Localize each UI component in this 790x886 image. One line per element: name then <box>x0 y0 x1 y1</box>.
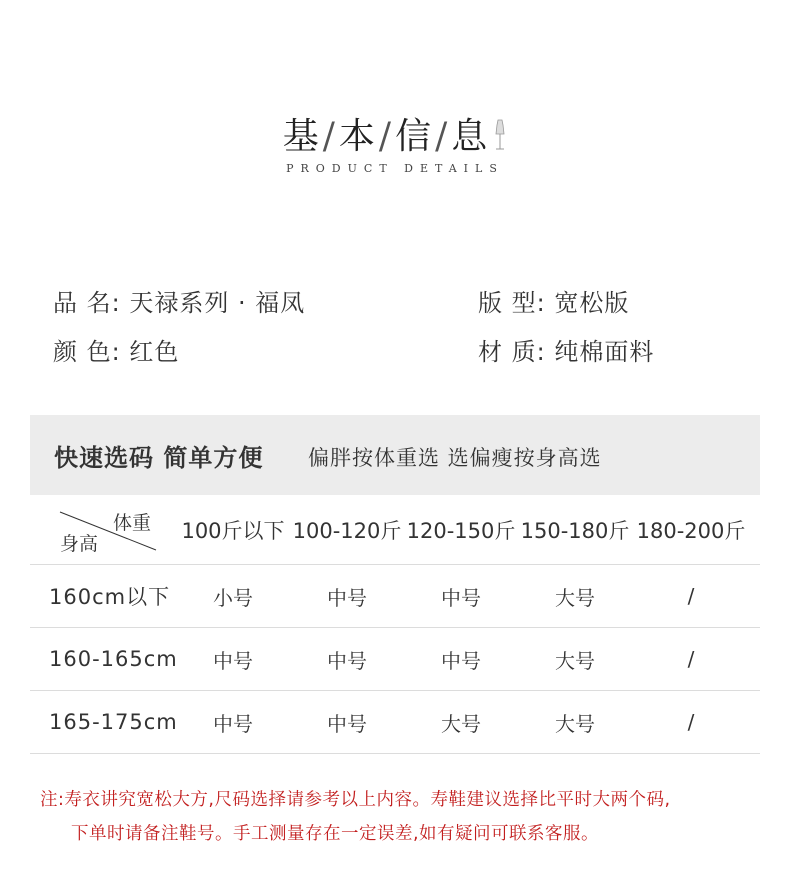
size-cell: / <box>687 710 695 734</box>
size-guide-banner <box>30 415 760 495</box>
info-material: 材 质: 纯棉面料 <box>478 338 655 366</box>
table-row <box>30 565 760 628</box>
section-title <box>0 108 790 159</box>
table-row <box>30 691 760 754</box>
column-header: 180-200斤 <box>636 518 746 543</box>
title-char-1: 基 <box>282 116 321 157</box>
size-cell: / <box>687 584 695 608</box>
corner-diagonal-line <box>30 495 180 564</box>
size-cell: 大号 <box>555 585 595 610</box>
info-color: 颜 色: 红色 <box>53 338 180 366</box>
info-fit-style: 版 型: 宽松版 <box>478 289 630 317</box>
table-header-row <box>30 495 760 565</box>
corner-height-label: 身高 <box>60 533 99 555</box>
size-cell: 中号 <box>327 711 367 736</box>
section-subtitle: PRODUCT DETAILS <box>286 162 504 175</box>
title-char-2: 本 <box>338 116 377 157</box>
column-header: 100斤以下 <box>181 518 285 543</box>
size-table <box>30 495 760 754</box>
corner-weight-label: 体重 <box>113 512 152 534</box>
column-header: 120-150斤 <box>406 518 516 543</box>
size-cell: 中号 <box>213 648 253 673</box>
note-line-2: 下单时请备注鞋号。手工测量存在一定误差,如有疑问可联系客服。 <box>71 824 600 844</box>
size-cell: 中号 <box>327 585 367 610</box>
table-corner-cell <box>30 495 180 564</box>
size-cell: 大号 <box>441 711 481 736</box>
size-cell: 中号 <box>441 585 481 610</box>
column-header: 150-180斤 <box>520 518 630 543</box>
info-product-name: 品 名: 天禄系列 · 福凤 <box>53 289 306 317</box>
banner-sub-text: 偏胖按体重选 选偏瘦按身高选 <box>308 446 602 470</box>
row-height-label: 160cm以下 <box>49 585 171 609</box>
size-cell: 中号 <box>213 711 253 736</box>
banner-main-text: 快速选码 简单方便 <box>54 444 264 472</box>
column-header: 100-120斤 <box>292 518 402 543</box>
title-separator-3: / <box>435 116 450 157</box>
size-cell: 小号 <box>213 585 253 610</box>
title-char-3: 信 <box>395 116 434 157</box>
row-height-label: 165-175cm <box>49 710 178 734</box>
size-cell: 大号 <box>555 711 595 736</box>
title-char-4: 息 <box>451 116 490 157</box>
size-cell: 中号 <box>327 648 367 673</box>
table-row <box>30 628 760 691</box>
title-separator-1: / <box>322 116 337 157</box>
dress-form-icon <box>493 118 507 152</box>
note-line-1: 注:寿衣讲究宽松大方,尺码选择请参考以上内容。寿鞋建议选择比平时大两个码, <box>40 790 671 810</box>
size-cell: / <box>687 647 695 671</box>
title-separator-2: / <box>378 116 394 157</box>
size-cell: 大号 <box>555 648 595 673</box>
size-cell: 中号 <box>441 648 481 673</box>
row-height-label: 160-165cm <box>49 647 178 671</box>
